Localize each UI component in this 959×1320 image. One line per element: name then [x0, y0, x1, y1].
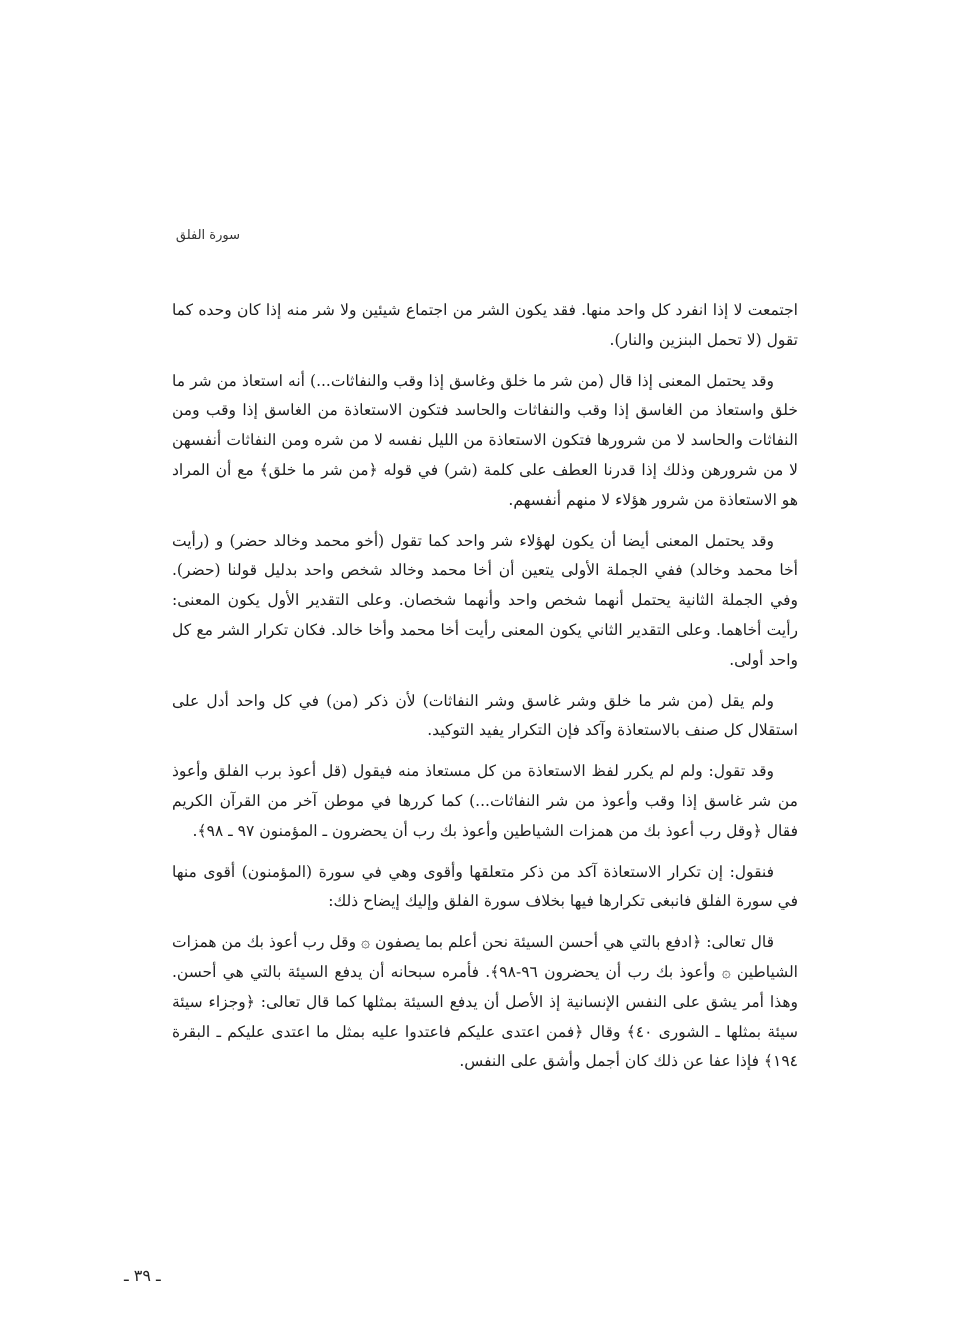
- paragraph-2: وقد يحتمل المعنى إذا قال (من شر ما خلق وغاسق إذا وقب والنفاثات...) أنه استعاذ من شر ما خلق واستعاذ من الغاسق إذا وقب والنفاثات والحاسد فتكون الاستعاذة من الغاسق إذا وقب ومن النفاثات والحاسد لا من شرورها فتكون الاستعاذة من الليل نفسه لا من شره ومن النفاثات أنفسهن لا من شرورهن وذلك إذا قدرنا العطف على كلمة (شر) في قوله ﴿من شر ما خلق﴾ مع أن المراد هو الاستعاذة من شرور هؤلاء لا منهم أنفسهم.: [172, 371, 798, 509]
- paragraph-5: وقد تقول: ولم لم يكرر لفظ الاستعاذة من كل مستعاذ منه فيقول (قل أعوذ برب الفلق وأعوذ من شر غاسق إذا وقب وأعوذ من شر النفاثات...) كما كررها في موطن آخر من القرآن الكريم فقال ﴿وقل رب أعوذ بك من همزات الشياطين وأعوذ بك رب أن يحضرون ـ المؤمنون ٩٧ ـ ٩٨﴾.: [172, 762, 798, 840]
- paragraph-4: ولم يقل (من شر ما خلق وشر غاسق وشر النفاثات) لأن ذكر (من) في كل واحد أدل على استقلال كل صنف بالاستعاذة وآكد فإن التكرار يفيد التوكيد.: [172, 691, 798, 740]
- paragraph-6: فنقول: إن تكرار الاستعاذة آكد من ذكر متعلقها وأقوى وهي في سورة (المؤمنون) أقوى منها في سورة الفلق فانبغى تكرارها فيها بخلاف سورة الفلق وإليك إيضاح ذلك:: [172, 862, 798, 911]
- body-text: [172, 296, 798, 1088]
- running-head: سورة الفلق: [175, 228, 240, 243]
- paragraph-1: اجتمعت لا إذا انفرد كل واحد منها. فقد يكون الشر من اجتماع شيئين ولا شر منه إذا كان وحده كما تقول (لا تحمل البنزين والنار).: [172, 301, 798, 349]
- page-number: ـ ٣٩ ـ: [124, 1266, 161, 1285]
- paragraph-7: قال تعالى: ﴿ادفع بالتي هي أحسن السيئة نحن أعلم بما يصفون ۞ وقل رب أعوذ بك من همزات الشياطين ۞ وأعوذ بك رب أن يحضرون ٩٦-٩٨﴾. فأمره سبحانه أن يدفع السيئة بالتي هي أحسن. وهذا أمر يشق على النفس الإنسانية إذ الأصل أن يدفع السيئة بمثلها كما قال تعالى: ﴿وجزاء سيئة سيئة بمثلها ـ الشورى ٤٠﴾ وقال ﴿فمن اعتدى عليكم فاعتدوا عليه بمثل ما اعتدى عليكم ـ البقرة ١٩٤﴾ فإذا عفا عن ذلك كان أجمل وأشق على النفس.: [172, 933, 798, 1071]
- paragraph-3: وقد يحتمل المعنى أيضا أن يكون لهؤلاء شر واحد كما تقول (أخو محمد وخالد حضر) و (رأيت أخا محمد وخالد) ففي الجملة الأولى يتعين أن أخا محمد وخالد شخص واحد بدليل قولنا (حضر). وفي الجملة الثانية يحتمل أنهما شخص واحد وأنهما شخصان. وعلى التقدير الأول يكون المعنى: رأيت أخاهما. وعلى التقدير الثاني يكون المعنى رأيت أخا محمد وأخا خالد. فكان تكرار الشر مع كل واحد أولى.: [172, 531, 799, 669]
